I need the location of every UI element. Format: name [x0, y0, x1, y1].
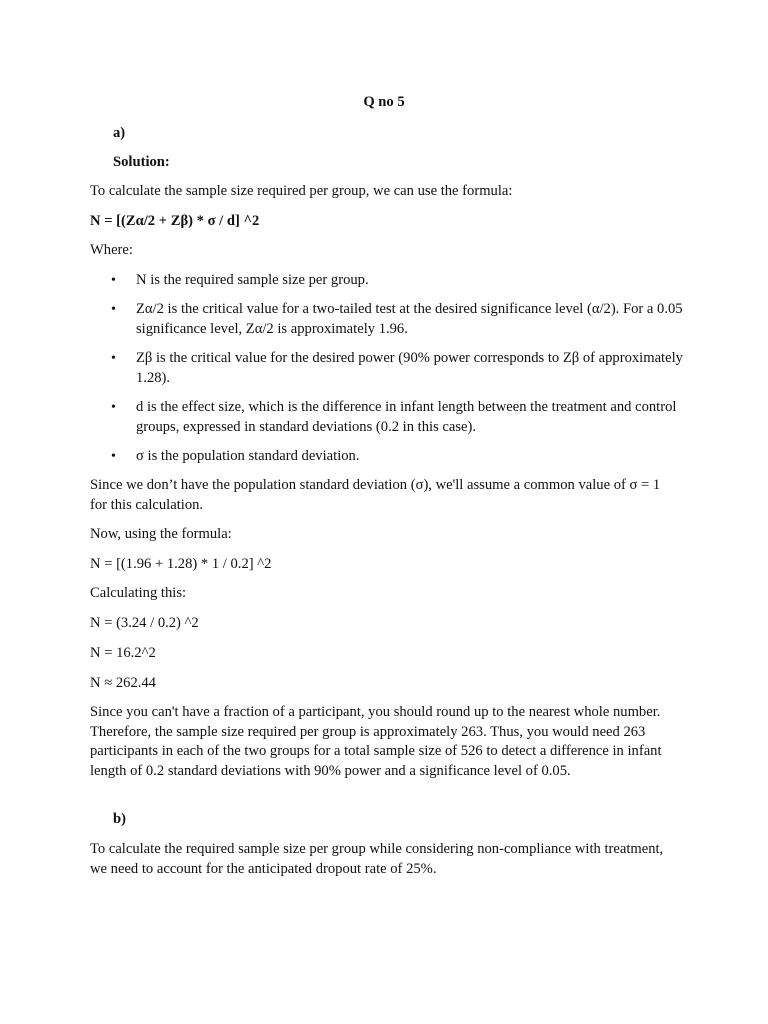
- list-item-text: Zα/2 is the critical value for a two-tailed test at the desired significance level (α/2). For a 0.05 significance level, Zα/2 is approximately 1.96.: [136, 301, 683, 337]
- assumption-paragraph: Since we don’t have the population standard deviation (σ), we'll assume a common value of σ = 1 for this calculation.: [90, 477, 661, 513]
- calculation-step-3: N = 16.2^2: [90, 645, 156, 661]
- part-b-paragraph: To calculate the required sample size per group while considering non-compliance with treatment, we need to account for the anticipated dropout rate of 25%.: [90, 841, 664, 877]
- formula: N = [(Zα/2 + Zβ) * σ / d] ^2: [90, 213, 260, 229]
- bullet-icon: •: [111, 351, 116, 366]
- intro-paragraph: To calculate the sample size required per group, we can use the formula:: [90, 183, 513, 199]
- calculation-step-2: N = (3.24 / 0.2) ^2: [90, 615, 199, 631]
- where-label: Where:: [90, 242, 133, 258]
- question-title: Q no 5: [363, 94, 405, 110]
- conclusion-paragraph: Since you can't have a fraction of a participant, you should round up to the nearest whole number. Therefore, the sample size required per group is approximately 263. Thus, you would need 263 participants in each of the two groups for a total sample size of 526 to detect a difference in infant length of 0.2 standard deviations with 90% power and a significance level of 0.05.: [90, 704, 662, 779]
- solution-label: Solution:: [113, 154, 170, 170]
- bullet-icon: •: [111, 302, 116, 317]
- list-item-text: Zβ is the critical value for the desired power (90% power corresponds to Zβ of approximately 1.28).: [136, 350, 683, 386]
- list-item-text: σ is the population standard deviation.: [136, 448, 360, 464]
- calculation-step-4: N ≈ 262.44: [90, 675, 156, 691]
- bullet-icon: •: [111, 273, 116, 288]
- now-using-paragraph: Now, using the formula:: [90, 526, 232, 542]
- bullet-icon: •: [111, 400, 116, 415]
- bullet-icon: •: [111, 449, 116, 464]
- list-item-text: N is the required sample size per group.: [136, 272, 369, 288]
- calculating-label: Calculating this:: [90, 585, 187, 601]
- list-item-text: d is the effect size, which is the difference in infant length between the treatment and control groups, expressed in standard deviations (0.2 in this case).: [136, 399, 677, 435]
- part-a-label: a): [113, 125, 126, 141]
- calculation-step-1: N = [(1.96 + 1.28) * 1 / 0.2] ^2: [90, 556, 272, 572]
- part-b-label: b): [113, 811, 126, 827]
